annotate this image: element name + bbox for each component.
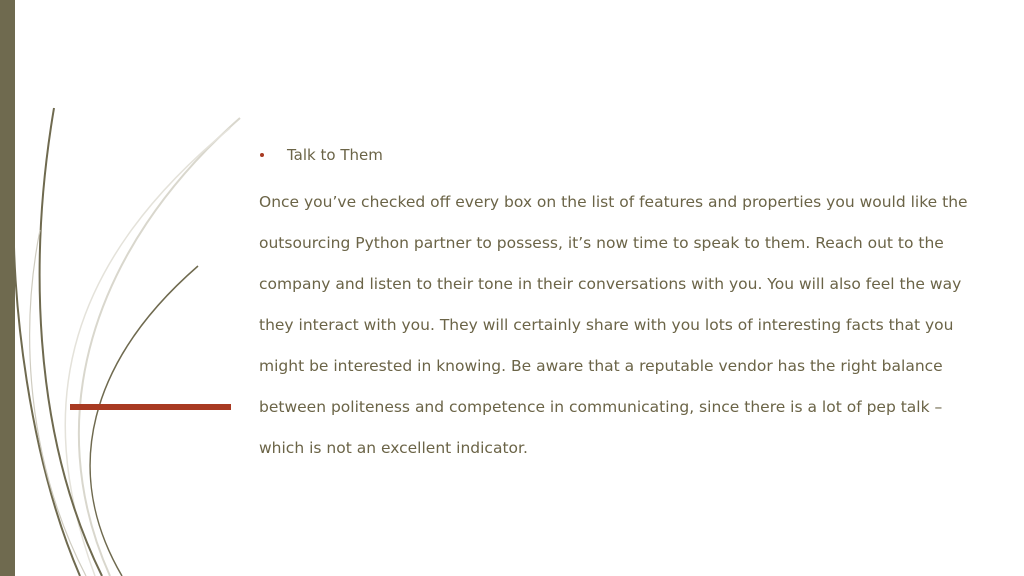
accent-bar xyxy=(70,404,231,410)
body-paragraph: Once you’ve checked off every box on the list of features and properties you would like the outsourcing Python partner to possess, it’s now time to speak to them. Reach out to the company and listen to their tone in their conversations with you. You will also feel the way they interact with you. They will certainly share with you lots of interesting facts that you might be interested in knowing. Be aware that a reputable vendor has the right balance between politeness and competence in communicating, since there is a lot of pep talk – which is not an excellent indicator. xyxy=(259,193,968,457)
curve-dark-long xyxy=(40,108,102,576)
decorative-curves xyxy=(0,0,260,576)
curve-light-mid xyxy=(65,128,230,576)
bullet-dot-icon xyxy=(260,153,264,157)
content-area xyxy=(259,140,979,469)
curve-light-large xyxy=(79,118,240,576)
curve-dark-right xyxy=(90,266,198,576)
bullet-item xyxy=(259,140,979,170)
bullet-label: Talk to Them xyxy=(287,146,383,164)
curve-light-thin xyxy=(30,230,86,576)
